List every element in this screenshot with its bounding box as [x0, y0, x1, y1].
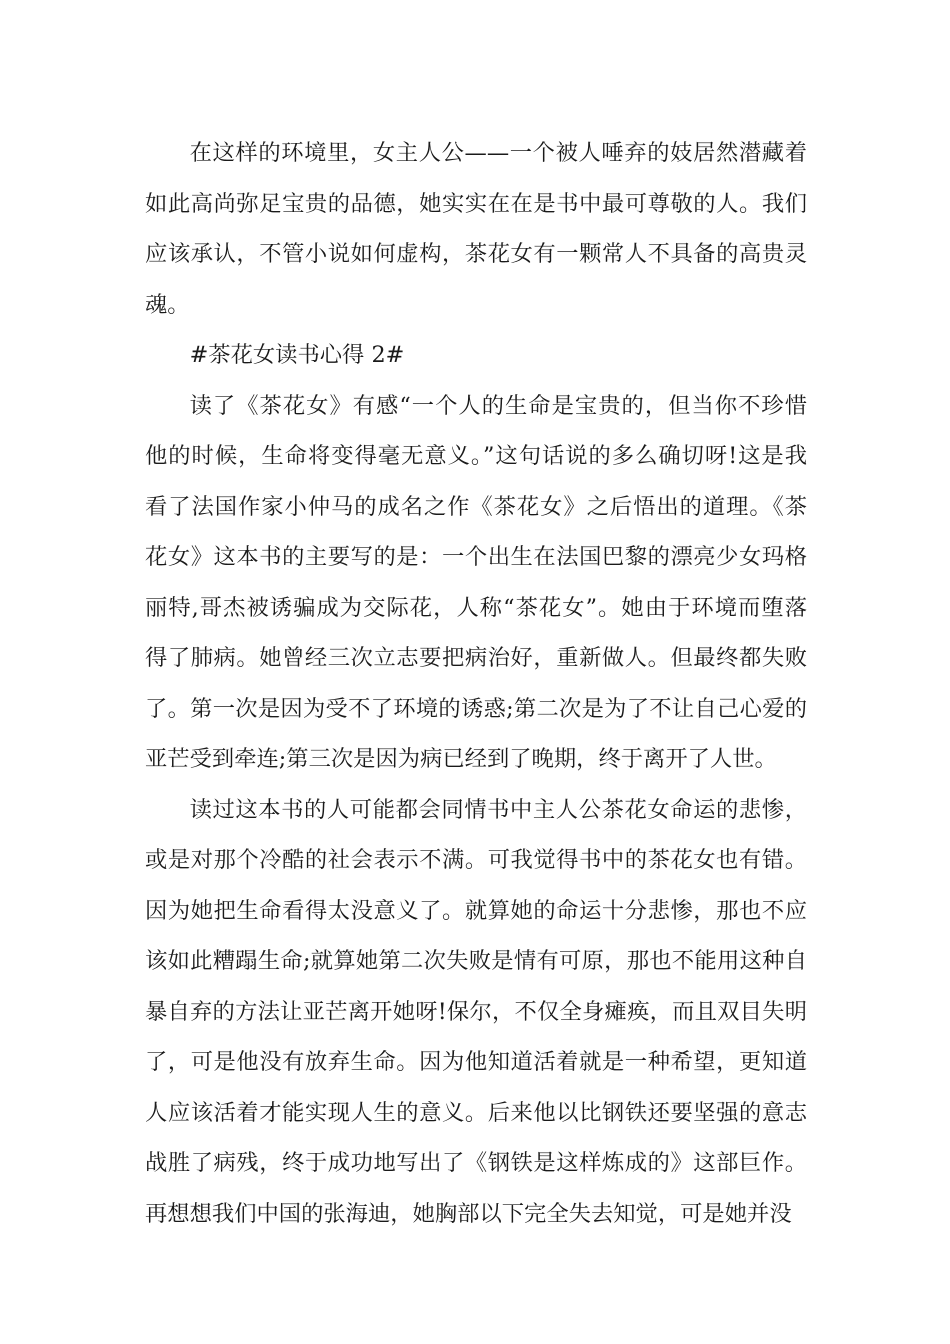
- body-paragraph: [145, 128, 807, 330]
- text-line: 亚芒受到牵连;第三次是因为病已经到了晚期，终于离开了人世。: [145, 746, 777, 772]
- text-line: 看了法国作家小仲马的成名之作《茶花女》之后悟出的道理。《茶: [145, 493, 807, 520]
- text-line: 读了《茶花女》有感“一个人的生命是宝贵的，但当你不珍惜: [189, 392, 807, 419]
- document-page: [145, 128, 807, 1239]
- text-line: 魂。: [145, 291, 190, 318]
- text-line: 在这样的环境里，女主人公——一个被人唾弃的妓居然潜藏着: [189, 140, 807, 166]
- text-line: 他的时候，生命将变得毫无意义。”这句话说的多么确切呀!这是我: [145, 443, 807, 469]
- text-line: 如此高尚弥足宝贵的品德，她实实在在是书中最可尊敬的人。我们: [145, 190, 807, 217]
- text-line: 因为她把生命看得太没意义了。就算她的命运十分悲惨，那也不应: [145, 897, 807, 924]
- text-line: 暴自弃的方法让亚芒离开她呀!保尔，不仅全身瘫痪，而且双目失明: [145, 998, 807, 1025]
- text-line: 了，可是他没有放弃生命。因为他知道活着就是一种希望，更知道: [145, 1049, 807, 1075]
- text-line: 战胜了病残，终于成功地写出了《钢铁是这样炼成的》这部巨作。: [145, 1150, 807, 1176]
- section-heading: [145, 330, 807, 381]
- text-line: 丽特,哥杰被诱骗成为交际花，人称“茶花女”。她由于环境而堕落: [145, 594, 807, 621]
- text-line: 花女》这本书的主要写的是：一个出生在法国巴黎的漂亮少女玛格: [145, 544, 807, 570]
- text-line: #茶花女读书心得 2#: [189, 342, 405, 368]
- body-paragraph: [145, 785, 807, 1240]
- text-line: 得了肺病。她曾经三次立志要把病治好，重新做人。但最终都失败: [145, 645, 807, 671]
- body-paragraph: [145, 381, 807, 785]
- text-line: 再想想我们中国的张海迪，她胸部以下完全失去知觉，可是她并没: [145, 1200, 792, 1227]
- text-line: 应该承认，不管小说如何虚构，茶花女有一颗常人不具备的高贵灵: [145, 241, 807, 267]
- text-line: 读过这本书的人可能都会同情书中主人公茶花女命运的悲惨，: [189, 796, 807, 823]
- text-line: 了。第一次是因为受不了环境的诱惑;第二次是为了不让自己心爱的: [145, 695, 807, 722]
- text-line: 人应该活着才能实现人生的意义。后来他以比钢铁还要坚强的意志: [145, 1099, 807, 1126]
- text-line: 或是对那个冷酷的社会表示不满。可我觉得书中的茶花女也有错。: [145, 847, 807, 873]
- text-line: 该如此糟蹋生命;就算她第二次失败是情有可原，那也不能用这种自: [145, 948, 807, 974]
